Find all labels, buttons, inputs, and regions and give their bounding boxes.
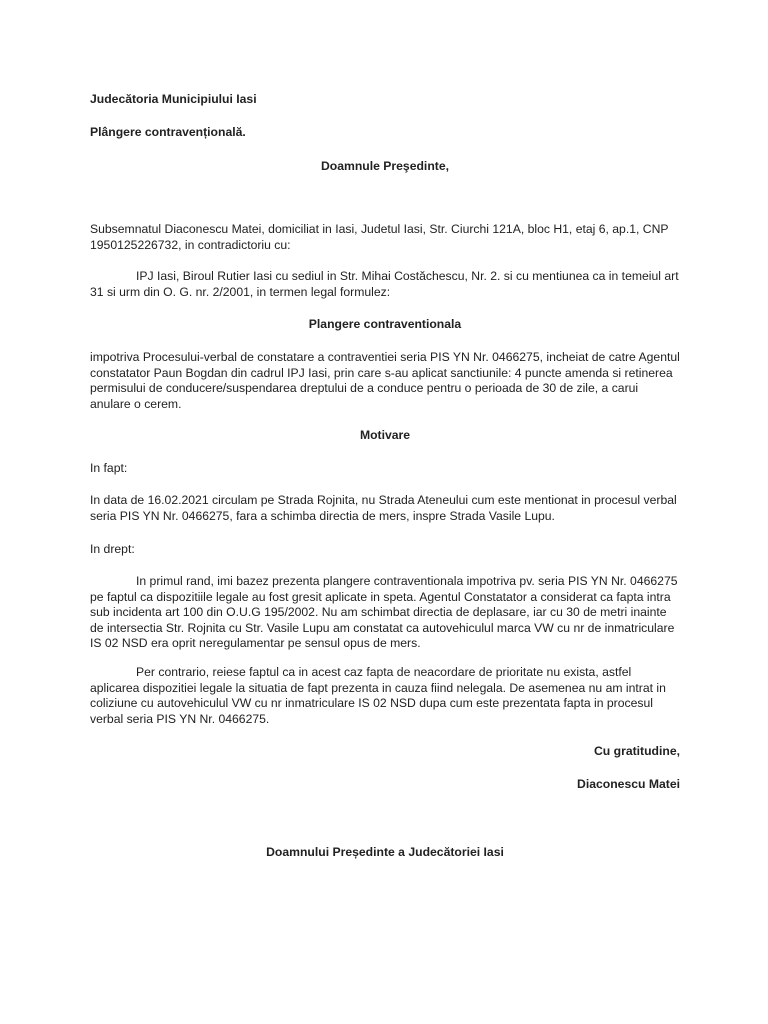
complaint-paragraph: impotriva Procesului-verbal de constatare a contraventiei seria PIS YN Nr. 0466275, incheiat de catre Agentul constatator Paun Bogdan din cadrul IPJ Iasi, prin care s-au aplicat sanctiunile: 4 puncte amenda si retinerea permisului de conducere/suspendarea dreptului de a conduce pentru o perioada de 30 de zile, a carui anulare o cerem. <box>90 350 680 411</box>
intro-paragraph: Subsemnatul Diaconescu Matei, domiciliat in Iasi, Judetul Iasi, Str. Ciurchi 121A, bloc H1, etaj 6, ap.1, CNP 1950125226732, in contradictoriu cu: <box>90 222 669 252</box>
in-fact-paragraph: In data de 16.02.2021 circulam pe Strada Rojnita, nu Strada Ateneului cum este mentionat in procesul verbal seria PIS YN Nr. 0466275, fara a schimba directia de mers, inspre Strada Vasile Lupu. <box>90 493 677 523</box>
in-law-label: In drept: <box>90 542 135 556</box>
motivation-heading: Motivare <box>359 428 411 442</box>
court-header: Judecătoria Municipiului Iasi <box>90 92 257 106</box>
defendant-paragraph: IPJ Iasi, Biroul Rutier Iasi cu sediul in Str. Mihai Costăchescu, Nr. 2. si cu mentiunea ca in temeiul art 31 si urm din O. G. nr. 2/2001, in termen legal formulez: <box>90 269 679 299</box>
in-law-paragraph-2: Per contrario, reiese faptul ca in acest caz fapta de neacordare de prioritate nu exista, astfel aplicarea dispozitiei legale la situatia de fapt prezenta in cauza fiind nelegala. De asemenea nu am intrat in coliziune cu autovehiculul VW cu nr inmatriculare IS 02 NSD dupa cum este prezentata fapta in procesul verbal seria PIS YN Nr. 0466275. <box>90 665 666 726</box>
addressee: Doamnului Președinte a Judecătoriei Iasi <box>266 845 504 859</box>
document-subject: Plângere contravențională. <box>90 125 246 139</box>
closing-text: Cu gratitudine, <box>594 744 680 758</box>
in-fact-label: In fapt: <box>90 461 128 475</box>
complaint-heading: Plangere contraventionala <box>308 317 462 331</box>
signature-name: Diaconescu Matei <box>577 777 680 791</box>
in-law-paragraph-1: In primul rand, imi bazez prezenta plangere contraventionala impotriva pv. seria PIS YN Nr. 0466275 pe faptul ca dispozitiile legale au fost gresit aplicate in speta. Agentul Constatator a considerat ca fapta intra sub incidenta art 100 din O.U.G 195/2002. Nu am schimbat directia de deplasare, iar cu 30 de metri inainte de intersectia Str. Rojnita cu Str. Vasile Lupu am constatat ca autovehiculul marca VW cu nr de inmatriculare IS 02 NSD era oprit neregulamentar pe sensul opus de mers. <box>90 574 678 651</box>
salutation: Doamnule Preşedinte, <box>320 159 449 173</box>
